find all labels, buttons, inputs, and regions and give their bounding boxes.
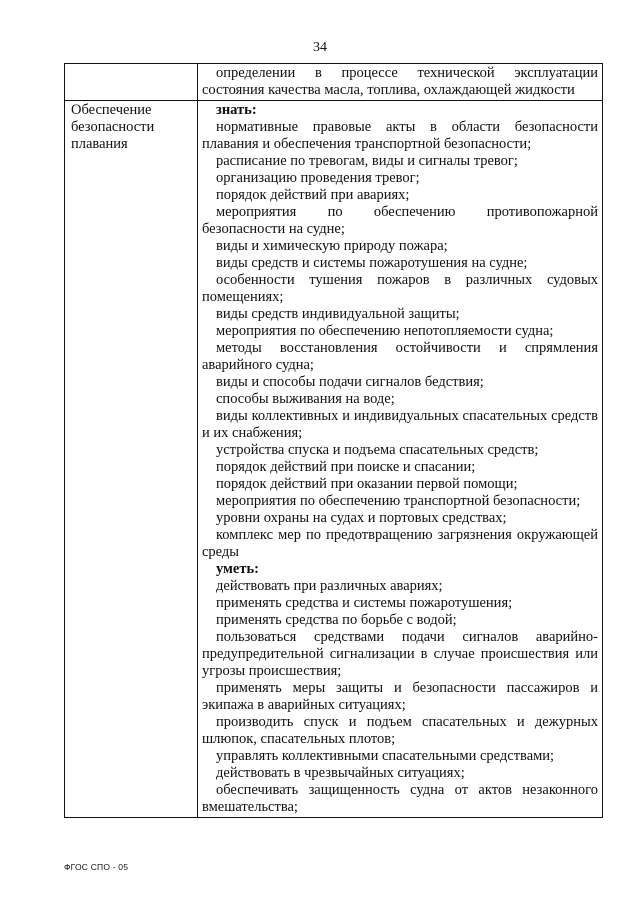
list-item: управлять коллективными спасательными средствами; — [216, 748, 555, 764]
list-item: расписание по тревогам, виды и сигналы тревог; — [216, 153, 518, 169]
list-item: виды средств индивидуальной защиты; — [216, 306, 460, 322]
table-cell-right — [198, 64, 603, 101]
list-item: организацию проведения тревог; — [216, 170, 420, 186]
list-item: порядок действий при поиске и спасании; — [216, 459, 476, 475]
list-item: пользоваться средствами подачи сигналов аварийно-предупредительной сигнализации в случае происшествия или угрозы происшествия; — [202, 629, 598, 679]
continuation-text: определении в процессе технической эксплуатации состояния качества масла, топлива, охлаждающей жидкости — [202, 65, 598, 98]
list-item: методы восстановления остойчивости и спрямления аварийного судна; — [202, 340, 598, 373]
table-row — [65, 101, 603, 818]
table-cell-right — [198, 101, 603, 818]
section-title: Обеспечение безопасности плавания — [65, 101, 198, 818]
competency-table — [64, 63, 603, 818]
list-item: виды и химическую природу пожара; — [216, 238, 448, 254]
list-item: мероприятия по обеспечению противопожарной безопасности на судне; — [202, 204, 598, 237]
table-row — [65, 64, 603, 101]
list-item: виды и способы подачи сигналов бедствия; — [216, 374, 484, 390]
page-number: 34 — [313, 40, 327, 55]
know-list — [202, 119, 598, 561]
list-item: действовать при различных авариях; — [216, 578, 443, 594]
list-item: применять средства и системы пожаротушения; — [216, 595, 513, 611]
list-item: комплекс мер по предотвращению загрязнения окружающей среды — [202, 527, 598, 560]
list-item: уровни охраны на судах и портовых средствах; — [216, 510, 507, 526]
list-item: обеспечивать защищенность судна от актов незаконного вмешательства; — [202, 782, 598, 815]
list-item: мероприятия по обеспечению непотопляемости судна; — [216, 323, 554, 339]
skills-heading: уметь: — [216, 561, 259, 577]
list-item: применять средства по борьбе с водой; — [216, 612, 457, 628]
skills-list — [202, 578, 598, 816]
list-item: способы выживания на воде; — [216, 391, 395, 407]
list-item: производить спуск и подъем спасательных и дежурных шлюпок, спасательных плотов; — [202, 714, 598, 747]
table-cell-left — [65, 64, 198, 101]
list-item: нормативные правовые акты в области безопасности плавания и обеспечения транспортной безопасности; — [202, 119, 598, 152]
list-item: виды коллективных и индивидуальных спасательных средств и их снабжения; — [202, 408, 598, 441]
list-item: применять меры защиты и безопасности пассажиров и экипажа в аварийных ситуациях; — [202, 680, 598, 713]
footer-code: ФГОС СПО - 05 — [64, 862, 129, 872]
list-item: устройства спуска и подъема спасательных средств; — [216, 442, 539, 458]
list-item: особенности тушения пожаров в различных судовых помещениях; — [202, 272, 598, 305]
list-item: виды средств и системы пожаротушения на судне; — [216, 255, 528, 271]
list-item: мероприятия по обеспечению транспортной безопасности; — [216, 493, 581, 509]
list-item: порядок действий при авариях; — [216, 187, 410, 203]
list-item: порядок действий при оказании первой помощи; — [216, 476, 518, 492]
know-heading: знать: — [216, 102, 257, 118]
list-item: действовать в чрезвычайных ситуациях; — [216, 765, 465, 781]
